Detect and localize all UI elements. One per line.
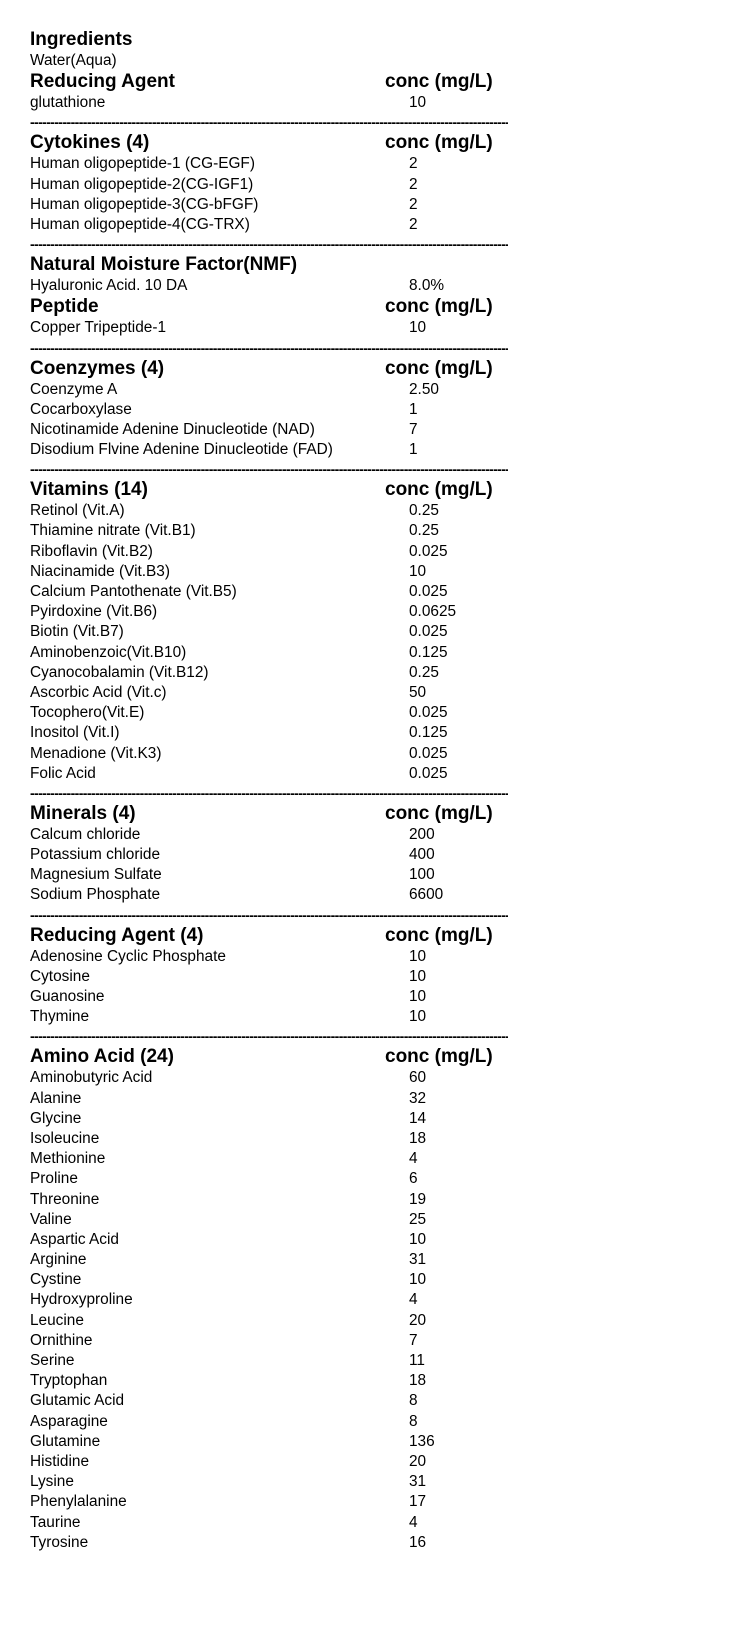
- section-header: [30, 296, 510, 318]
- ingredient-row: [30, 195, 510, 215]
- ingredient-name: Histidine: [30, 1452, 90, 1470]
- section-title: Vitamins (14): [30, 479, 148, 501]
- ingredient-row: [30, 380, 510, 400]
- ingredient-concentration: 0.0625: [409, 603, 457, 621]
- ingredient-name: Tyrosine: [30, 1533, 89, 1551]
- section-divider: [30, 339, 508, 358]
- ingredient-name: Cyanocobalamin (Vit.B12): [30, 663, 209, 681]
- ingredient-section: [30, 803, 510, 906]
- ingredient-concentration: 10: [409, 94, 427, 112]
- ingredient-concentration: 10: [409, 1230, 427, 1248]
- ingredient-name: Leucine: [30, 1311, 84, 1329]
- ingredient-concentration: 18: [409, 1372, 427, 1390]
- ingredient-name: Glycine: [30, 1109, 82, 1127]
- concentration-unit-header: conc (mg/L): [385, 1046, 493, 1068]
- ingredient-row: [30, 865, 510, 885]
- ingredient-row: [30, 1492, 510, 1512]
- concentration-unit-header: conc (mg/L): [385, 71, 493, 93]
- document-title: Ingredients: [30, 29, 133, 50]
- ingredient-name: Human oligopeptide-2(CG-IGF1): [30, 175, 254, 193]
- ingredient-name: Pyirdoxine (Vit.B6): [30, 603, 158, 621]
- ingredient-row: [30, 440, 510, 460]
- ingredient-row: [30, 1533, 510, 1553]
- ingredient-section: [30, 71, 510, 113]
- ingredient-name: Menadione (Vit.K3): [30, 744, 162, 762]
- ingredient-name: Valine: [30, 1210, 72, 1228]
- ingredient-row: [30, 318, 510, 338]
- ingredient-concentration: 10: [409, 947, 427, 965]
- ingredient-concentration: 14: [409, 1109, 427, 1127]
- ingredient-name: Hydroxyproline: [30, 1291, 133, 1309]
- ingredient-concentration: 8: [409, 1392, 418, 1410]
- ingredient-row: [30, 1190, 510, 1210]
- ingredient-name: Isoleucine: [30, 1129, 100, 1147]
- section-title: Cytokines (4): [30, 132, 150, 154]
- section-title: Minerals (4): [30, 802, 136, 824]
- ingredient-row: [30, 175, 510, 195]
- ingredient-name: Aminobenzoic(Vit.B10): [30, 643, 187, 661]
- section-divider: [30, 1027, 508, 1046]
- ingredient-row: [30, 400, 510, 420]
- ingredient-name: Cocarboxylase: [30, 400, 132, 418]
- ingredient-concentration: 200: [409, 825, 435, 843]
- ingredient-row: [30, 1149, 510, 1169]
- concentration-unit-header: conc (mg/L): [385, 479, 493, 501]
- ingredient-row: [30, 1109, 510, 1129]
- ingredient-concentration: 2: [409, 155, 418, 173]
- ingredient-row: [30, 764, 510, 784]
- ingredient-name: Ascorbic Acid (Vit.c): [30, 683, 167, 701]
- concentration-unit-header: conc (mg/L): [385, 296, 493, 318]
- section-header: [30, 803, 510, 825]
- ingredient-name: Tocophero(Vit.E): [30, 704, 145, 722]
- ingredient-row: [30, 1452, 510, 1472]
- section-title: Reducing Agent: [30, 71, 175, 93]
- ingredient-name: Ornithine: [30, 1331, 93, 1349]
- base-ingredient: Water(Aqua): [30, 52, 117, 69]
- ingredient-concentration: 4: [409, 1150, 418, 1168]
- ingredient-row: [30, 420, 510, 440]
- ingredient-row: [30, 663, 510, 683]
- section-header: [30, 1046, 510, 1068]
- ingredient-row: [30, 1432, 510, 1452]
- ingredient-concentration: 6: [409, 1170, 418, 1188]
- ingredient-concentration: 0.025: [409, 764, 448, 782]
- ingredient-name: Inositol (Vit.I): [30, 724, 120, 742]
- ingredient-concentration: 10: [409, 988, 427, 1005]
- ingredient-concentration: 4: [409, 1291, 418, 1309]
- section-header: [30, 254, 510, 276]
- ingredient-name: Calcium Pantothenate (Vit.B5): [30, 583, 237, 600]
- ingredient-concentration: 100: [409, 866, 435, 884]
- ingredient-row: [30, 501, 510, 521]
- ingredient-row: [30, 845, 510, 865]
- ingredient-concentration: 19: [409, 1190, 427, 1208]
- concentration-unit-header: conc (mg/L): [385, 132, 493, 154]
- ingredient-name: Copper Tripeptide-1: [30, 319, 167, 337]
- ingredient-row: [30, 1210, 510, 1230]
- ingredient-row: [30, 1472, 510, 1492]
- ingredient-concentration: 0.25: [409, 522, 439, 540]
- ingredient-name: Glutamine: [30, 1432, 101, 1450]
- ingredient-name: Thymine: [30, 1008, 90, 1026]
- ingredient-row: [30, 1129, 510, 1149]
- ingredient-sections: [30, 71, 510, 1553]
- section-divider: [30, 906, 508, 925]
- ingredient-row: [30, 1311, 510, 1331]
- ingredient-name: Tryptophan: [30, 1372, 108, 1390]
- section-header: [30, 71, 510, 93]
- ingredient-concentration: 10: [409, 967, 427, 985]
- ingredient-name: Adenosine Cyclic Phosphate: [30, 947, 226, 965]
- ingredient-row: [30, 1513, 510, 1533]
- ingredient-name: Aminobutyric Acid: [30, 1069, 153, 1087]
- ingredient-name: Human oligopeptide-1 (CG-EGF): [30, 155, 255, 173]
- ingredient-row: [30, 744, 510, 764]
- ingredient-name: Thiamine nitrate (Vit.B1): [30, 522, 196, 540]
- ingredients-document: [30, 29, 510, 1553]
- ingredient-concentration: 1: [409, 441, 418, 459]
- ingredient-row: [30, 276, 510, 296]
- ingredient-concentration: 20: [409, 1311, 427, 1329]
- ingredient-section: [30, 358, 510, 461]
- ingredient-name: Coenzyme A: [30, 380, 118, 398]
- ingredient-name: Hyaluronic Acid. 10 DA: [30, 277, 188, 295]
- ingredient-name: Taurine: [30, 1513, 81, 1531]
- ingredient-name: Human oligopeptide-4(CG-TRX): [30, 215, 250, 233]
- ingredient-concentration: 20: [409, 1452, 427, 1470]
- ingredient-concentration: 8: [409, 1412, 418, 1430]
- section-header: [30, 925, 510, 947]
- ingredient-name: Calcum chloride: [30, 825, 141, 843]
- ingredient-concentration: 10: [409, 1271, 427, 1289]
- ingredient-concentration: 11: [409, 1352, 425, 1369]
- ingredient-concentration: 0.25: [409, 663, 439, 681]
- section-divider: [30, 784, 508, 803]
- ingredient-name: Biotin (Vit.B7): [30, 623, 124, 641]
- ingredient-name: Proline: [30, 1170, 78, 1188]
- ingredient-concentration: 10: [409, 319, 427, 337]
- ingredient-concentration: 8.0%: [409, 277, 445, 295]
- ingredient-row: [30, 1391, 510, 1411]
- ingredient-concentration: 0.025: [409, 704, 448, 722]
- ingredient-row: [30, 1270, 510, 1290]
- ingredient-row: [30, 683, 510, 703]
- concentration-unit-header: conc (mg/L): [385, 924, 493, 946]
- ingredient-name: Glutamic Acid: [30, 1392, 125, 1410]
- ingredient-concentration: 10: [409, 1008, 427, 1026]
- ingredient-row: [30, 602, 510, 622]
- ingredient-row: [30, 885, 510, 905]
- ingredient-concentration: 1: [409, 400, 418, 418]
- ingredient-row: [30, 987, 510, 1007]
- ingredient-concentration: 0.125: [409, 643, 448, 661]
- ingredient-name: Serine: [30, 1352, 75, 1369]
- ingredient-concentration: 0.025: [409, 744, 448, 762]
- section-divider: [30, 113, 508, 132]
- ingredient-concentration: 400: [409, 846, 435, 864]
- ingredient-section: [30, 925, 510, 1028]
- ingredient-name: Retinol (Vit.A): [30, 502, 125, 520]
- ingredient-name: Sodium Phosphate: [30, 886, 161, 904]
- section-header: [30, 358, 510, 380]
- section-divider: [30, 235, 508, 254]
- ingredient-row: [30, 93, 510, 113]
- ingredient-row: [30, 825, 510, 845]
- section-divider: [30, 460, 508, 479]
- ingredient-row: [30, 215, 510, 235]
- ingredient-name: Human oligopeptide-3(CG-bFGF): [30, 195, 259, 213]
- ingredient-name: Aspartic Acid: [30, 1230, 119, 1248]
- ingredient-row: [30, 154, 510, 174]
- ingredient-row: [30, 1068, 510, 1088]
- ingredient-concentration: 50: [409, 683, 427, 701]
- section-title: Coenzymes (4): [30, 357, 165, 379]
- ingredient-concentration: 25: [409, 1210, 427, 1228]
- ingredient-concentration: 0.025: [409, 542, 448, 560]
- ingredient-name: Disodium Flvine Adenine Dinucleotide (FAD): [30, 441, 333, 459]
- ingredient-name: Methionine: [30, 1150, 106, 1168]
- section-title: Reducing Agent (4): [30, 924, 204, 946]
- ingredient-row: [30, 562, 510, 582]
- ingredient-row: [30, 1089, 510, 1109]
- section-title: Amino Acid (24): [30, 1046, 174, 1068]
- concentration-unit-header: conc (mg/L): [385, 802, 493, 824]
- ingredient-row: [30, 1169, 510, 1189]
- ingredient-name: Asparagine: [30, 1412, 108, 1430]
- ingredient-name: Cystine: [30, 1271, 82, 1289]
- ingredient-concentration: 2: [409, 215, 418, 233]
- ingredient-row: [30, 1007, 510, 1027]
- ingredient-concentration: 2.50: [409, 380, 439, 398]
- ingredient-concentration: 60: [409, 1069, 427, 1087]
- ingredient-name: Folic Acid: [30, 764, 96, 782]
- ingredient-row: [30, 582, 510, 602]
- ingredient-name: Cytosine: [30, 967, 90, 985]
- ingredient-row: [30, 1371, 510, 1391]
- ingredient-concentration: 7: [409, 420, 418, 438]
- ingredient-row: [30, 542, 510, 562]
- ingredient-name: Riboflavin (Vit.B2): [30, 542, 153, 560]
- ingredient-section: [30, 254, 510, 296]
- ingredient-concentration: 2: [409, 175, 418, 193]
- ingredient-row: [30, 622, 510, 642]
- ingredient-name: Niacinamide (Vit.B3): [30, 562, 170, 580]
- ingredient-concentration: 6600: [409, 886, 444, 904]
- ingredient-row: [30, 1290, 510, 1310]
- ingredient-row: [30, 967, 510, 987]
- ingredient-concentration: 10: [409, 562, 427, 580]
- ingredient-concentration: 31: [409, 1473, 427, 1491]
- ingredient-row: [30, 643, 510, 663]
- ingredient-concentration: 32: [409, 1089, 427, 1107]
- section-header: [30, 479, 510, 501]
- ingredient-row: [30, 703, 510, 723]
- ingredient-row: [30, 1412, 510, 1432]
- ingredient-row: [30, 521, 510, 541]
- ingredient-row: [30, 1250, 510, 1270]
- ingredient-concentration: 16: [409, 1533, 427, 1551]
- ingredient-section: [30, 479, 510, 784]
- ingredient-concentration: 136: [409, 1432, 435, 1450]
- ingredient-name: Arginine: [30, 1251, 87, 1269]
- ingredient-name: Guanosine: [30, 988, 105, 1005]
- ingredient-concentration: 2: [409, 195, 418, 213]
- ingredient-concentration: 0.125: [409, 724, 448, 742]
- ingredient-name: Alanine: [30, 1089, 82, 1107]
- ingredient-row: [30, 1351, 510, 1371]
- ingredient-row: [30, 1331, 510, 1351]
- ingredient-name: Nicotinamide Adenine Dinucleotide (NAD): [30, 420, 315, 438]
- ingredient-name: Lysine: [30, 1473, 74, 1491]
- ingredient-concentration: 18: [409, 1129, 427, 1147]
- ingredient-row: [30, 1230, 510, 1250]
- concentration-unit-header: conc (mg/L): [385, 357, 493, 379]
- ingredient-concentration: 31: [409, 1251, 427, 1269]
- ingredient-section: [30, 132, 510, 235]
- section-header: [30, 132, 510, 154]
- ingredient-concentration: 0.025: [409, 583, 448, 600]
- ingredient-concentration: 0.25: [409, 502, 439, 520]
- ingredient-concentration: 7: [409, 1331, 418, 1349]
- ingredient-name: Phenylalanine: [30, 1493, 127, 1511]
- ingredient-name: Magnesium Sulfate: [30, 866, 162, 884]
- ingredient-row: [30, 947, 510, 967]
- ingredient-concentration: 4: [409, 1513, 418, 1531]
- ingredient-row: [30, 723, 510, 743]
- section-title: Natural Moisture Factor(NMF): [30, 254, 298, 276]
- ingredient-section: [30, 296, 510, 338]
- ingredient-section: [30, 1046, 510, 1553]
- ingredient-name: glutathione: [30, 94, 106, 112]
- ingredient-concentration: 0.025: [409, 623, 448, 641]
- ingredient-concentration: 17: [409, 1493, 427, 1511]
- ingredient-name: Threonine: [30, 1190, 100, 1208]
- ingredient-name: Potassium chloride: [30, 846, 161, 864]
- section-title: Peptide: [30, 296, 99, 318]
